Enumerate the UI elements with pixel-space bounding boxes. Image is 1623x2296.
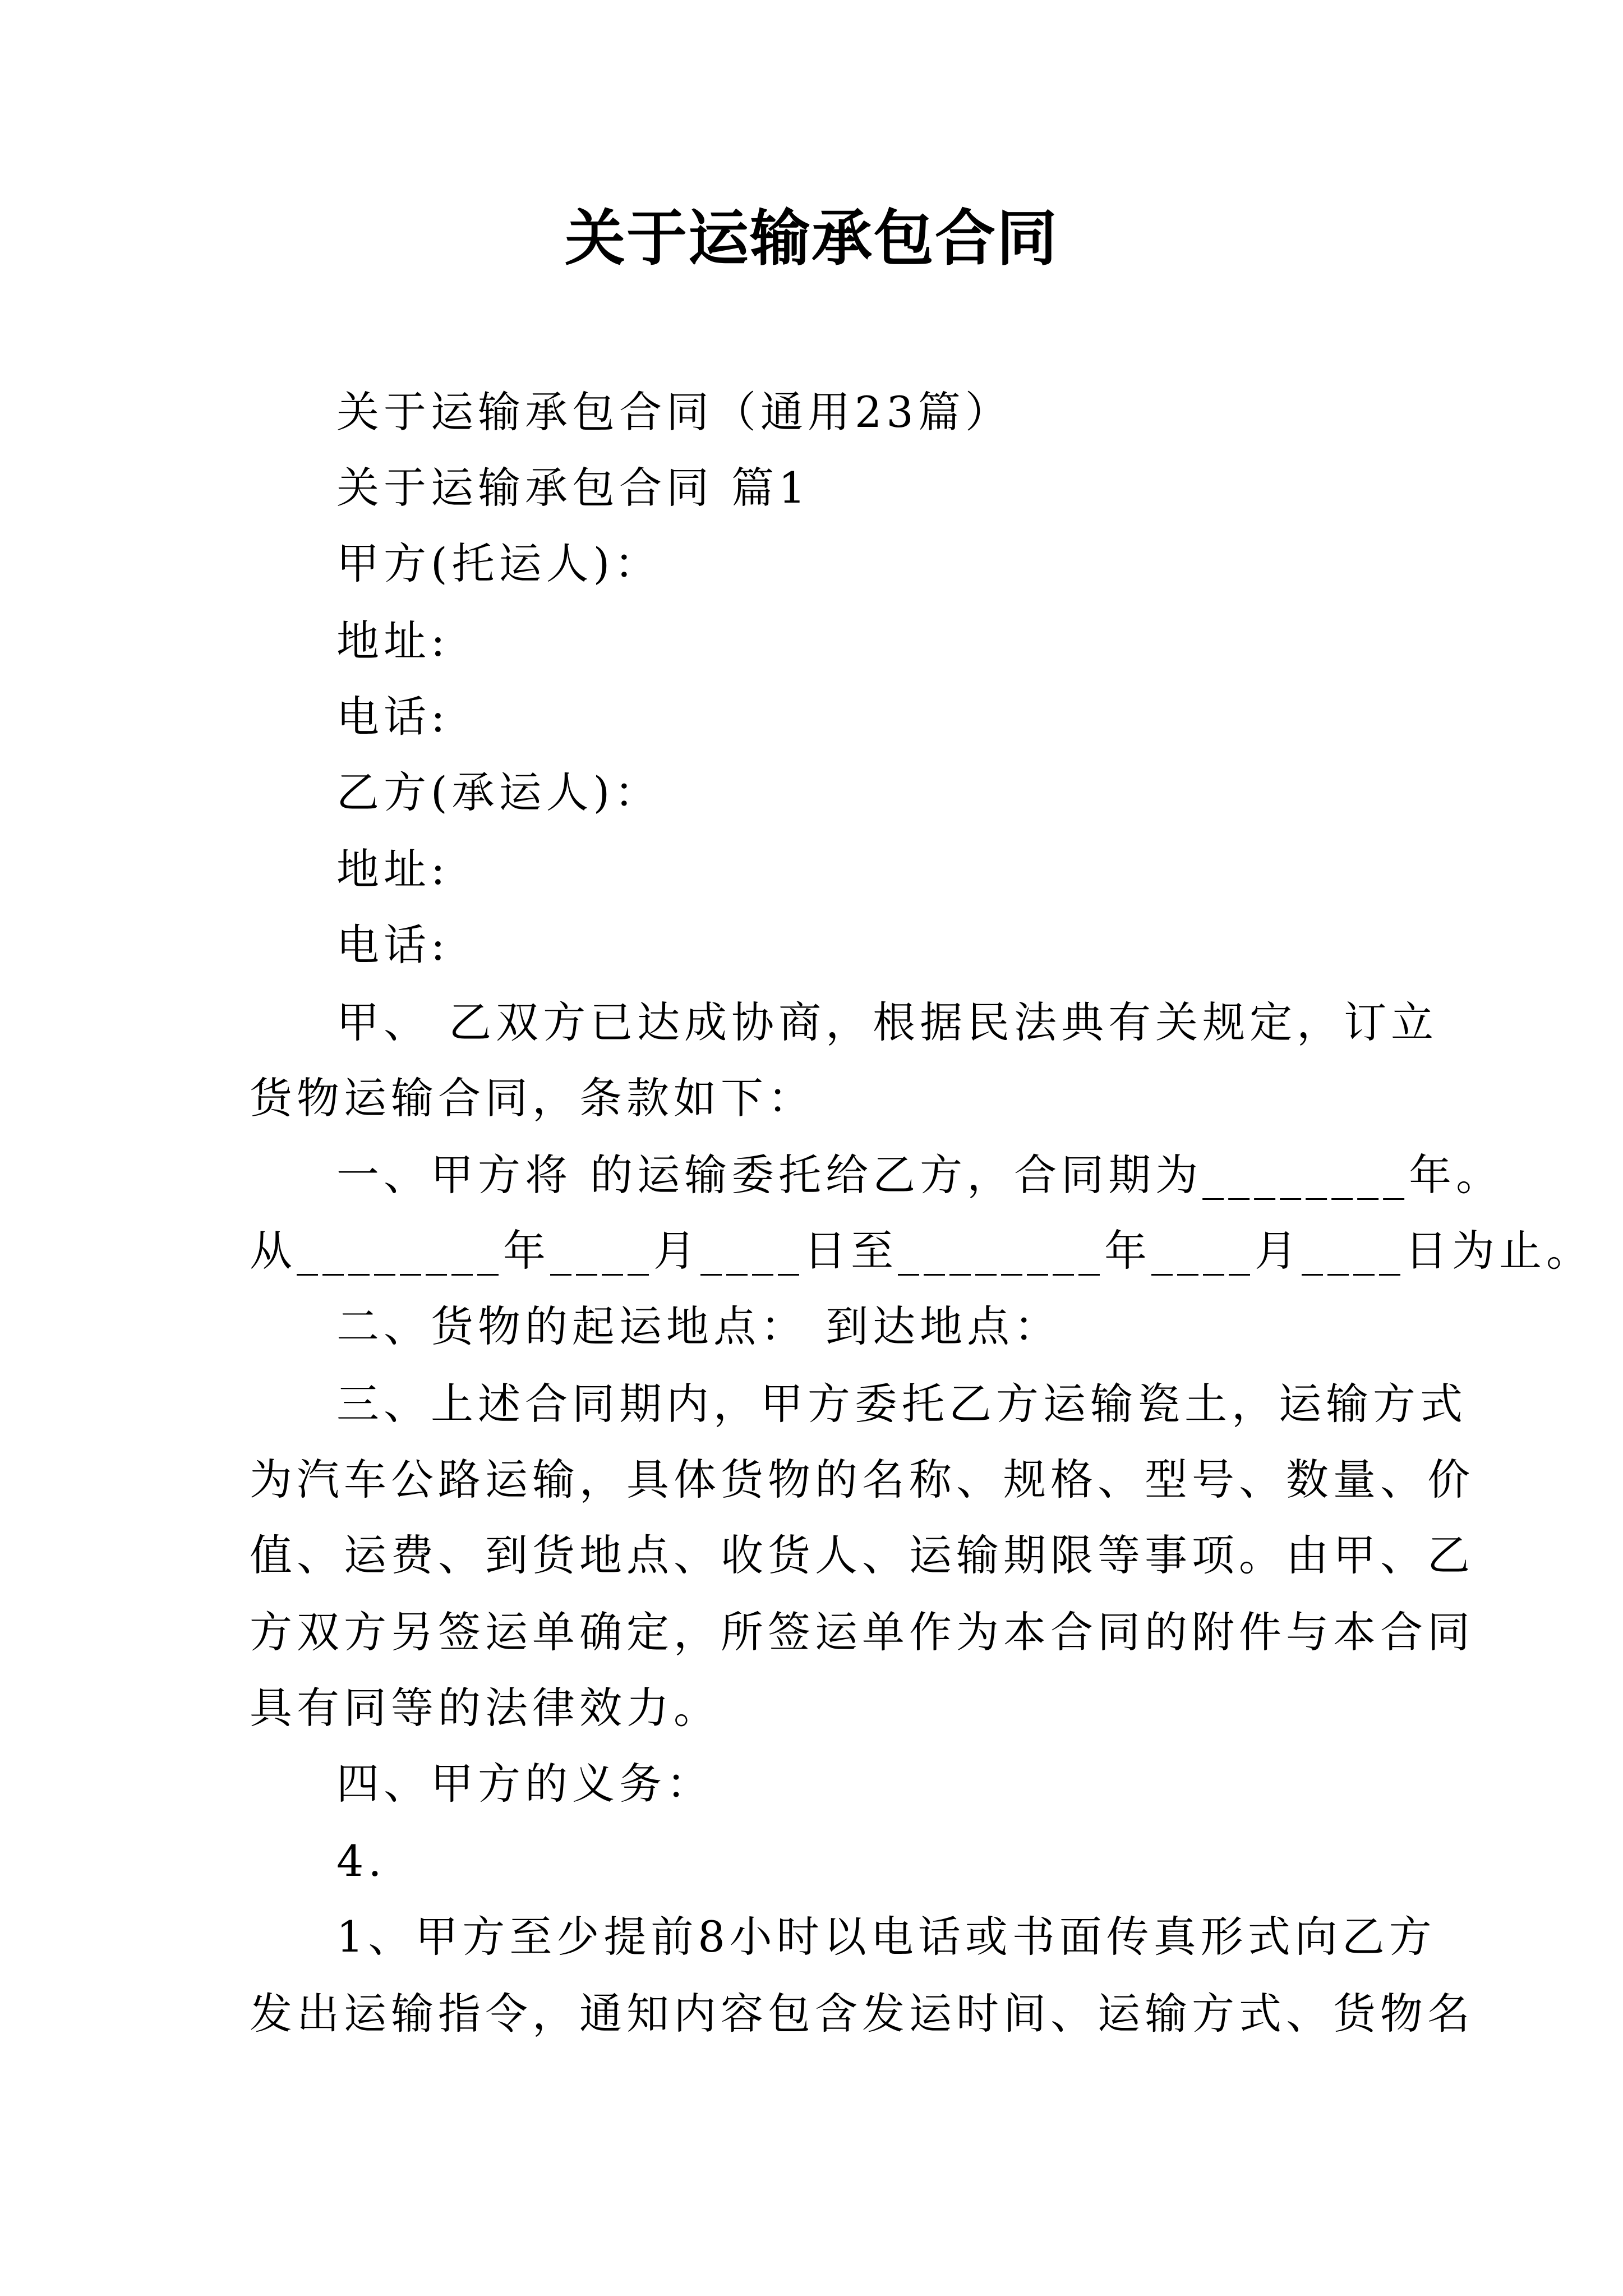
clause-3-line: 具有同等的法律效力。 (250, 1683, 721, 1733)
clause-3-line: 方双方另签运单确定，所签运单作为本合同的附件与本合同 (250, 1607, 1474, 1657)
party-b-phone-label: 电话: (336, 920, 450, 970)
paragraph-line: 甲、 乙双方已达成协商，根据民法典有关规定，订立 (336, 997, 1438, 1047)
party-b-label: 乙方(承运人)： (336, 767, 662, 817)
collection-heading: 关于运输承包合同（通用23篇） (336, 387, 1012, 437)
clause-1-line: 一、甲方将 的运输委托给乙方，合同期为________年。 (336, 1150, 1504, 1200)
party-a-label: 甲方(托运人)： (336, 539, 662, 588)
clause-3-line: 为汽车公路运输，具体货物的名称、规格、型号、数量、价 (250, 1455, 1474, 1504)
clause-4-item-line: 1、甲方至少提前8小时以电话或书面传真形式向乙方 (336, 1912, 1436, 1962)
clause-3-line: 值、运费、到货地点、收货人、运输期限等事项。由甲、乙 (250, 1530, 1474, 1580)
clause-3-line: 三、上述合同期内，甲方委托乙方运输瓷土，运输方式 (336, 1379, 1467, 1429)
party-a-address-label: 地址: (336, 616, 450, 666)
section-heading: 关于运输承包合同 篇1 (336, 463, 810, 513)
party-b-address-label: 地址: (336, 844, 450, 894)
clause-4-item-line: 发出运输指令，通知内容包含发运时间、运输方式、货物名 (250, 1989, 1474, 2039)
clause-2-line: 二、货物的起运地点： 到达地点： (336, 1301, 1062, 1351)
document-title: 关于运输承包合同 (564, 203, 1058, 274)
party-a-phone-label: 电话: (336, 692, 450, 742)
clause-1-line: 从________年____月____日至________年____月____日为止。 (250, 1226, 1593, 1276)
clause-4-heading: 四、甲方的义务： (336, 1759, 713, 1809)
clause-4-number: 4. (336, 1836, 386, 1886)
paragraph-line: 货物运输合同，条款如下： (250, 1073, 815, 1123)
